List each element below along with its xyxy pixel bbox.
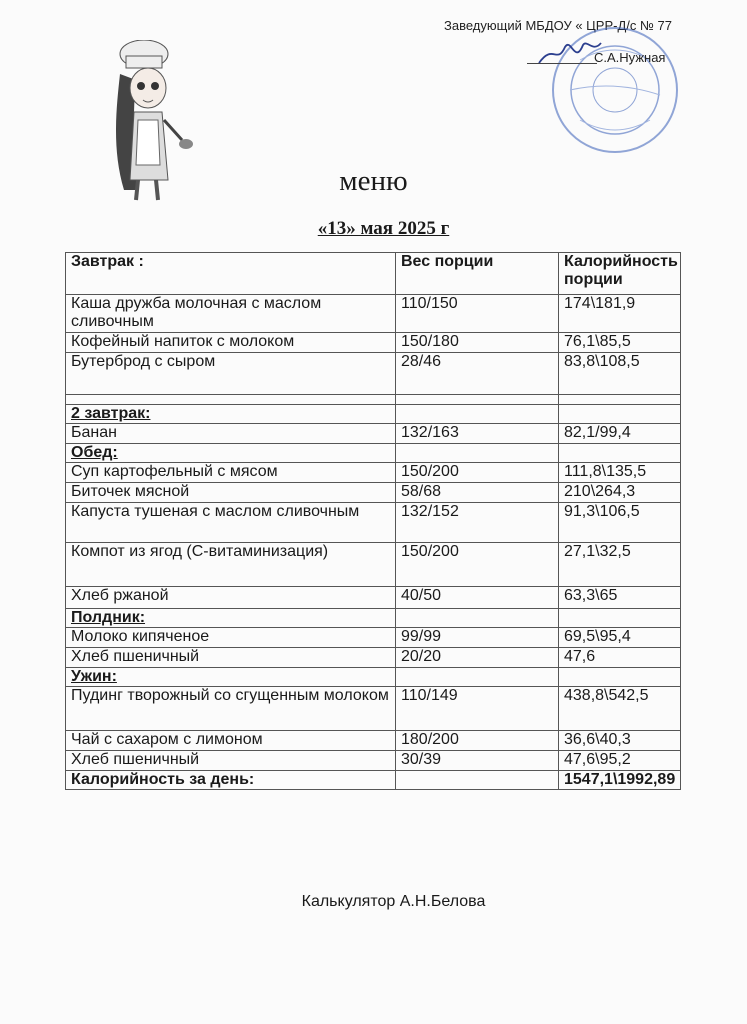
table-row <box>66 731 681 751</box>
portion-weight: 132/152 <box>396 503 559 543</box>
portion-weight: 150/200 <box>396 543 559 587</box>
table-row <box>66 751 681 771</box>
table-row <box>66 543 681 587</box>
table-row <box>66 483 681 503</box>
dish-name: Бутерброд с сыром <box>66 353 396 395</box>
dish-name: Хлеб ржаной <box>66 587 396 609</box>
section-row <box>66 444 681 463</box>
table-row <box>66 628 681 648</box>
portion-weight: 58/68 <box>396 483 559 503</box>
portion-calories: 83,8\108,5 <box>559 353 681 395</box>
dish-name: Биточек мясной <box>66 483 396 503</box>
portion-calories: 27,1\32,5 <box>559 543 681 587</box>
dish-name: Капуста тушеная с маслом сливочным <box>66 503 396 543</box>
dish-name: Банан <box>66 424 396 444</box>
portion-calories: 76,1\85,5 <box>559 333 681 353</box>
portion-calories: 69,5\95,4 <box>559 628 681 648</box>
page-title: меню <box>339 165 408 197</box>
portion-weight: 150/180 <box>396 333 559 353</box>
portion-weight: 20/20 <box>396 648 559 668</box>
approval-header: Заведующий МБДОУ « ЦРР-Д/с № 77 <box>444 18 672 33</box>
col-weight-header: Вес порции <box>396 253 559 295</box>
portion-weight: 132/163 <box>396 424 559 444</box>
portion-calories: 63,3\65 <box>559 587 681 609</box>
portion-weight: 110/149 <box>396 687 559 731</box>
total-label: Калорийность за день: <box>66 771 396 790</box>
portion-weight: 180/200 <box>396 731 559 751</box>
table-row <box>66 648 681 668</box>
portion-weight: 99/99 <box>396 628 559 648</box>
menu-date: «13» мая 2025 г <box>317 218 450 239</box>
menu-table <box>65 252 681 790</box>
total-row <box>66 771 681 790</box>
table-row <box>66 353 681 395</box>
dish-name: Компот из ягод (С-витаминизация) <box>66 543 396 587</box>
dish-name: Хлеб пшеничный <box>66 751 396 771</box>
portion-calories: 438,8\542,5 <box>559 687 681 731</box>
meal-section-label: Полдник: <box>66 609 396 628</box>
portion-weight: 150/200 <box>396 463 559 483</box>
table-row <box>66 333 681 353</box>
portion-calories: 111,8\135,5 <box>559 463 681 483</box>
dish-name: Молоко кипяченое <box>66 628 396 648</box>
section-row <box>66 668 681 687</box>
section-row <box>66 405 681 424</box>
dish-name: Пудинг творожный со сгущенным молоком <box>66 687 396 731</box>
dish-name: Хлеб пшеничный <box>66 648 396 668</box>
table-row <box>66 424 681 444</box>
dish-name: Кофейный напиток с молоком <box>66 333 396 353</box>
meal-section-label: Завтрак : <box>66 253 396 295</box>
signatory-name: С.А.Нужная <box>594 50 666 65</box>
section-row <box>66 609 681 628</box>
total-calories: 1547,1\1992,89 <box>559 771 681 790</box>
portion-calories: 36,6\40,3 <box>559 731 681 751</box>
meal-section-label: Ужин: <box>66 668 396 687</box>
table-row <box>66 687 681 731</box>
portion-calories: 82,1/99,4 <box>559 424 681 444</box>
meal-section-label: Обед: <box>66 444 396 463</box>
table-row <box>66 503 681 543</box>
calculator-signature: Калькулятор А.Н.Белова <box>301 893 486 910</box>
portion-weight: 40/50 <box>396 587 559 609</box>
portion-calories: 91,3\106,5 <box>559 503 681 543</box>
table-row <box>66 295 681 333</box>
table-row <box>66 463 681 483</box>
meal-section-label: 2 завтрак: <box>66 405 396 424</box>
section-row <box>66 253 681 295</box>
dish-name: Суп картофельный с мясом <box>66 463 396 483</box>
dish-name: Каша дружба молочная с маслом сливочным <box>66 295 396 333</box>
col-calories-header: Калорийность порции <box>559 253 681 295</box>
table-row <box>66 587 681 609</box>
portion-calories: 47,6 <box>559 648 681 668</box>
portion-weight: 28/46 <box>396 353 559 395</box>
portion-weight: 110/150 <box>396 295 559 333</box>
portion-calories: 174\181,9 <box>559 295 681 333</box>
portion-weight: 30/39 <box>396 751 559 771</box>
portion-calories: 47,6\95,2 <box>559 751 681 771</box>
blank-row <box>66 395 681 405</box>
dish-name: Чай с сахаром с лимоном <box>66 731 396 751</box>
signature-line <box>527 63 597 64</box>
portion-calories: 210\264,3 <box>559 483 681 503</box>
